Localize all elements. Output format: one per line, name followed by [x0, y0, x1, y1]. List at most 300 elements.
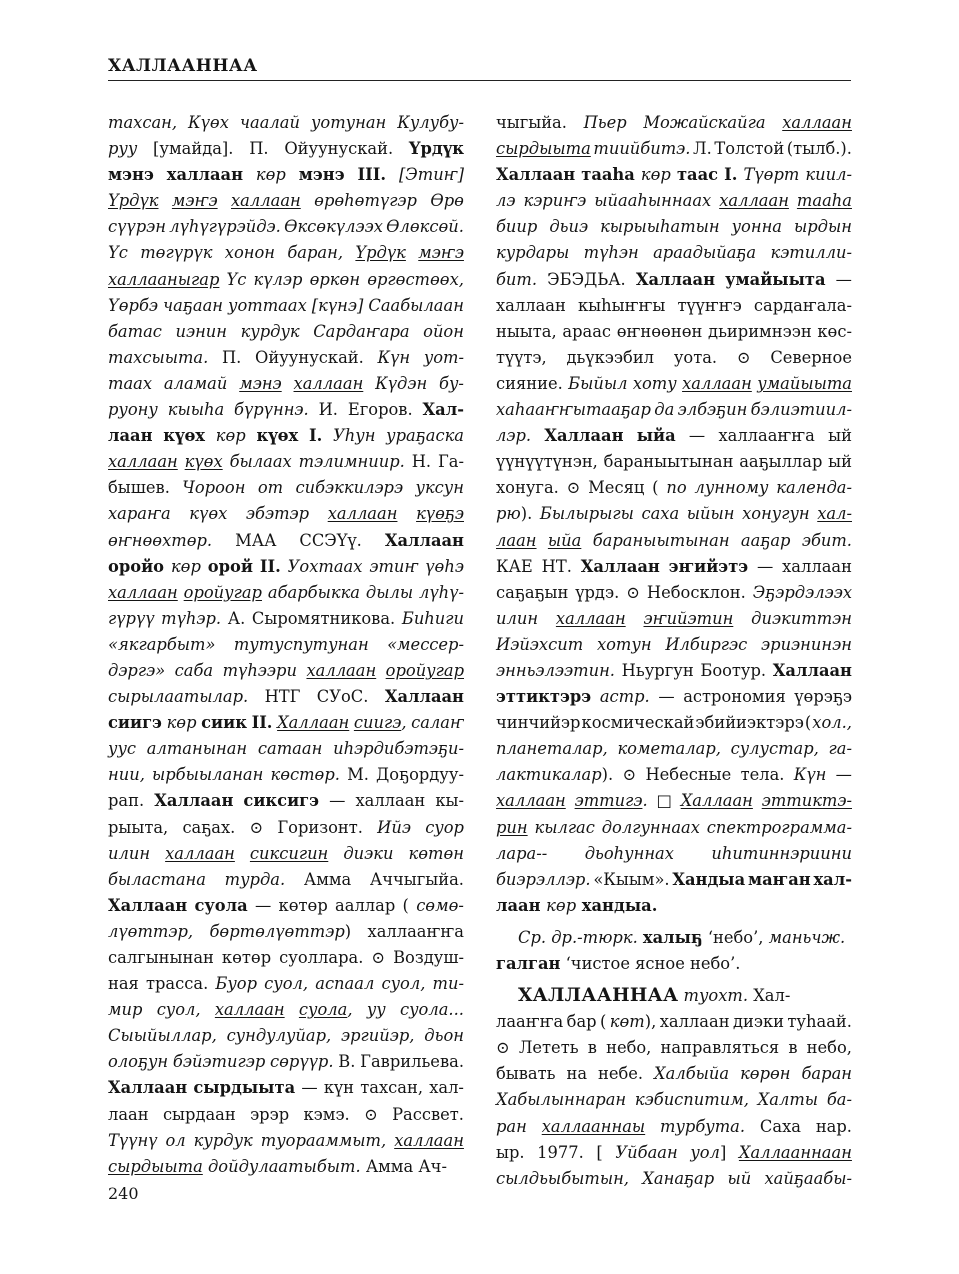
- text-run: халлаан: [231, 191, 301, 211]
- text-run: сөрүүр.: [270, 1052, 334, 1072]
- text-run: эҥийэтин: [643, 608, 734, 628]
- text-run: небо,: [806, 1038, 852, 1058]
- text-run: А.: [227, 608, 246, 628]
- text-run: хандыа.: [576, 895, 658, 915]
- text-run: Саха: [759, 1116, 801, 1136]
- text-run: бывать: [496, 1064, 556, 1084]
- text-run: лаан: [108, 1104, 149, 1124]
- text-run: III.: [357, 165, 387, 185]
- text-run: Үрдүк: [355, 243, 406, 263]
- text-run: лүөттэр,: [108, 921, 194, 941]
- text-line: [496, 267, 852, 293]
- text-run: үөһэ: [425, 556, 464, 576]
- text-line: [108, 1075, 464, 1101]
- text-run: бэйэтигэр: [172, 1052, 266, 1072]
- text-line: [108, 267, 464, 293]
- text-run: Аччыгыйа.: [369, 869, 464, 889]
- text-run: сүүрэн: [108, 217, 166, 237]
- text-line: [108, 632, 464, 658]
- text-run: халлаан: [306, 660, 377, 680]
- text-run: ааҕар: [740, 530, 791, 550]
- text-run: ).: [601, 765, 614, 785]
- text-run: (тылб.).: [786, 139, 852, 159]
- text-run: курдары: [496, 243, 570, 263]
- text-run: халлаан: [293, 373, 364, 393]
- text-run: руону: [108, 400, 158, 420]
- right-column: [496, 110, 852, 1192]
- text-run: руу: [108, 139, 138, 159]
- text-run: нар.: [815, 1116, 852, 1136]
- text-run: Л.: [693, 139, 712, 159]
- text-run: оройугар: [385, 660, 464, 680]
- text-run: рин: [496, 817, 528, 837]
- text-run: Түүнү: [108, 1130, 158, 1150]
- text-run: илин: [496, 608, 539, 628]
- text-run: уотунан: [310, 113, 387, 132]
- text-run: Күн: [793, 765, 827, 785]
- text-line: [108, 319, 464, 345]
- text-run: халлааныгар: [108, 269, 220, 289]
- text-run: иһитиннэриини: [711, 843, 852, 863]
- left-column: [108, 110, 464, 1180]
- word-group: [354, 710, 407, 736]
- text-run: П.: [221, 347, 242, 367]
- text-run: тутуспутунан: [233, 634, 369, 654]
- text-run: быластана: [108, 869, 206, 889]
- text-run: ый: [828, 426, 852, 446]
- text-run: үөрэҕэ: [794, 687, 852, 707]
- text-run: халлаан: [496, 295, 566, 315]
- text-run: .: [642, 791, 648, 811]
- text-line: [108, 449, 464, 475]
- text-run: СУоС.: [316, 687, 369, 707]
- text-run: халлаан: [214, 1000, 285, 1020]
- text-run: уу: [366, 1000, 386, 1020]
- text-run: Буор: [215, 974, 258, 994]
- text-run: халлаан: [166, 165, 244, 185]
- text-run: көтөн: [408, 843, 464, 863]
- text-run: Га-: [437, 452, 464, 472]
- word-group: [496, 762, 613, 788]
- text-run: астрономия: [683, 687, 786, 707]
- text-run: күөҕэ: [416, 504, 464, 524]
- text-run: Хабылыннаран: [496, 1090, 627, 1110]
- text-run: Күн: [377, 347, 411, 367]
- text-run: олоҕун: [108, 1052, 169, 1072]
- text-run: —: [301, 1078, 318, 1098]
- text-run: 1977.: [537, 1142, 584, 1162]
- text-run: Өрө: [430, 191, 464, 211]
- text-run: Хал-: [422, 400, 464, 420]
- text-run: Түөрт: [743, 165, 800, 185]
- text-run: ,: [347, 1000, 353, 1020]
- text-run: эттиктэрэ: [496, 687, 592, 707]
- text-run: на: [566, 1064, 588, 1084]
- text-run: хал-: [429, 1078, 464, 1098]
- text-run: эттигэ: [574, 791, 643, 811]
- text-run: туохт.: [678, 986, 754, 1006]
- text-run: Ойуунускай.: [255, 347, 364, 367]
- text-run: сылдьыбытын,: [496, 1168, 629, 1188]
- text-run: көр: [255, 165, 286, 185]
- text-run: МАА: [235, 530, 277, 550]
- text-run: НТГ: [264, 687, 301, 707]
- text-line: [108, 528, 464, 554]
- text-run: кэтилли-: [770, 243, 852, 263]
- text-run: Үрдүк: [408, 139, 464, 159]
- text-line: [108, 580, 464, 606]
- text-run: сатаан: [257, 739, 323, 759]
- text-run: сиксигэ: [243, 791, 320, 811]
- text-run: салгынынан: [108, 948, 214, 967]
- text-run: Өксөкүлээх: [284, 217, 383, 237]
- text-run: тиийбитэ.: [593, 139, 691, 159]
- text-run: мэҥэ: [418, 243, 464, 263]
- text-line: [496, 162, 852, 188]
- text-run: Лететь: [518, 1038, 579, 1058]
- text-line: [496, 925, 852, 951]
- text-run: ырбыыланан: [151, 765, 264, 785]
- word-group: [496, 841, 547, 867]
- text-run: Биһиги: [401, 608, 464, 628]
- text-run: халыҕ: [642, 927, 703, 947]
- text-run: халлааҥҥа: [718, 426, 815, 446]
- text-run: Рассвет.: [392, 1104, 464, 1124]
- text-run: —: [658, 687, 675, 707]
- text-line: [496, 371, 852, 397]
- text-run: чыгыйа.: [496, 113, 567, 132]
- text-line: [496, 293, 852, 319]
- text-run: өргөстөөх,: [367, 269, 464, 289]
- text-line: [496, 658, 852, 684]
- text-line: [496, 736, 852, 762]
- text-run: күөх: [189, 504, 228, 524]
- text-run: Егоров.: [347, 400, 413, 420]
- text-run: сөмө-: [416, 895, 464, 915]
- text-run: —: [757, 556, 774, 576]
- text-run: ыйын: [686, 504, 735, 524]
- text-line: [496, 1087, 852, 1113]
- text-line: [108, 710, 464, 736]
- text-run: уксун: [415, 478, 464, 498]
- text-run: көр: [166, 713, 197, 733]
- text-run: Хандыа: [672, 869, 746, 889]
- text-run: чаалай: [239, 113, 300, 132]
- text-run: таас: [676, 165, 719, 185]
- text-run: бөртөлүөттэр: [209, 921, 345, 941]
- text-run: ССЭҮү.: [299, 530, 362, 550]
- text-line: [108, 293, 464, 319]
- text-line: [496, 240, 852, 266]
- text-run: орой: [207, 556, 253, 576]
- text-run: ): [344, 921, 352, 941]
- text-line: [496, 684, 852, 710]
- text-run: кы-: [435, 791, 464, 811]
- text-run: Чороон: [182, 478, 246, 498]
- text-line: [496, 1061, 852, 1087]
- text-run: планеталар,: [496, 739, 608, 759]
- text-run: Хал-: [753, 986, 791, 1006]
- text-run: өрөһөтүгэр: [314, 191, 417, 211]
- text-run: аспаал: [315, 974, 375, 994]
- text-run: Ийэ: [377, 817, 411, 837]
- text-run: кэмэ.: [303, 1104, 350, 1124]
- text-line: [496, 1140, 852, 1166]
- text-run: Халлааннаан: [738, 1142, 852, 1162]
- text-run: лэр.: [496, 426, 532, 446]
- text-run: хонуга.: [496, 478, 559, 498]
- text-run: Месяц: [588, 478, 645, 498]
- text-run: уот-: [423, 347, 464, 367]
- text-run: умайыыта: [757, 373, 852, 393]
- text-run: галган: [496, 954, 561, 973]
- text-run: турда.: [224, 869, 286, 889]
- text-run: Үс: [108, 243, 128, 263]
- text-run: бышев.: [108, 478, 170, 498]
- text-run: түүҥҥэ: [677, 295, 742, 315]
- text-run: ⊙: [626, 582, 640, 602]
- text-run: алтанынан: [146, 739, 248, 759]
- text-run: лактикалар: [496, 765, 602, 785]
- text-run: ]: [719, 1142, 727, 1162]
- text-run: II.: [259, 556, 281, 576]
- text-line: [108, 893, 464, 919]
- text-run: сырдыыта: [108, 1156, 203, 1176]
- text-line: [496, 345, 852, 371]
- text-run: суол,: [264, 974, 309, 994]
- text-run: хоту: [632, 373, 677, 393]
- text-run: түүтэ,: [496, 347, 547, 367]
- text-run: чаҕаан: [163, 295, 224, 315]
- text-run: ⊙: [371, 948, 386, 967]
- text-run: көтөр: [278, 895, 328, 915]
- text-run: мэҥэ: [171, 191, 218, 211]
- text-run: трасса.: [145, 974, 209, 994]
- text-run: хонон: [224, 243, 276, 263]
- text-line: [108, 1128, 464, 1154]
- text-run: күөх: [163, 426, 206, 446]
- text-run: дьиримнээн: [708, 321, 812, 341]
- text-line: [108, 606, 464, 632]
- text-run: Халлаан: [277, 713, 350, 733]
- text-run: диэки: [732, 1012, 784, 1032]
- text-line: [108, 240, 464, 266]
- text-line: [108, 554, 464, 580]
- text-line: [108, 658, 464, 684]
- text-line: [108, 997, 464, 1023]
- text-run: туһаай.: [787, 1012, 852, 1032]
- text-run: Северное: [770, 347, 852, 367]
- text-run: халлаан: [327, 504, 398, 524]
- text-run: Халлаан: [635, 269, 715, 289]
- text-run: ⊙: [364, 1104, 378, 1124]
- text-line: [496, 815, 852, 841]
- text-run: сиигэ: [353, 713, 402, 733]
- text-run: саҕаҕын: [496, 582, 569, 602]
- text-run: --: [536, 843, 548, 863]
- text-run: [: [596, 1142, 603, 1162]
- text-run: сулустар,: [730, 739, 819, 759]
- text-run: маньчж.: [768, 927, 846, 947]
- text-run: бараныытынан: [592, 530, 730, 550]
- text-run: түһэр.: [161, 608, 222, 628]
- text-run: Гаврильева.: [360, 1052, 464, 1072]
- text-run: суол,: [381, 974, 426, 994]
- text-run: көр: [640, 165, 671, 185]
- text-run: рю: [496, 504, 521, 524]
- text-run: [Этиҥ]: [398, 165, 464, 185]
- text-run: Былырыгы: [539, 504, 634, 524]
- text-line: [496, 606, 852, 632]
- text-line: [496, 423, 852, 449]
- text-run: ).: [520, 504, 533, 524]
- text-run: кометалар,: [617, 739, 721, 759]
- text-run: лэ: [496, 191, 516, 211]
- text-run: Халлаан: [108, 895, 188, 915]
- text-run: халлаан: [355, 791, 426, 811]
- text-line: [496, 1166, 852, 1192]
- text-run: мэнэ: [239, 373, 282, 393]
- text-run: I.: [308, 426, 323, 446]
- text-run: тэлимниир.: [298, 452, 405, 472]
- text-run: илин: [108, 843, 151, 863]
- text-run: сырдаан: [162, 1104, 236, 1124]
- word-group: [299, 997, 353, 1023]
- text-run: эттиктэ-: [761, 791, 852, 811]
- text-run: (: [652, 478, 659, 498]
- text-run: диэкиттэн: [751, 608, 852, 628]
- text-run: сырылаатылар.: [108, 687, 249, 707]
- text-run: (: [804, 713, 812, 733]
- text-run: сырдыыта: [193, 1078, 296, 1098]
- text-run: халлаан: [108, 582, 178, 602]
- text-line: [496, 136, 852, 162]
- text-run: мэнэ: [108, 165, 154, 185]
- text-run: күн: [323, 1078, 355, 1098]
- text-run: сиик: [201, 713, 247, 733]
- text-run: ⊙: [496, 1038, 510, 1058]
- word-group: [496, 501, 532, 527]
- text-run: ойон: [423, 321, 464, 341]
- text-run: в: [788, 1038, 798, 1058]
- text-run: КАЕ: [496, 556, 533, 576]
- text-line: [496, 867, 852, 893]
- text-line: [108, 136, 464, 162]
- text-run: халлаан: [555, 608, 626, 628]
- text-run: Иэйэхсит: [496, 634, 584, 654]
- text-run: халлааннаы: [541, 1116, 646, 1136]
- text-run: өҥнөөнөн: [616, 321, 703, 341]
- text-run: кэриҥэ: [523, 191, 587, 211]
- text-run: лүһүгүрэйдэ.: [169, 217, 281, 237]
- text-run: Халлаан: [580, 556, 660, 576]
- text-run: баран: [801, 1064, 852, 1084]
- text-line: [496, 449, 852, 475]
- text-run: кэбиспитим,: [634, 1090, 749, 1110]
- text-line: [496, 951, 852, 977]
- text-run: М.: [347, 765, 369, 785]
- text-run: Халлаан: [384, 530, 464, 550]
- text-line: [496, 554, 852, 580]
- text-line: [108, 762, 464, 788]
- text-run: Эҕэрдэлээх: [752, 582, 852, 602]
- text-run: —: [329, 791, 346, 811]
- text-run: ыйа: [547, 530, 582, 550]
- text-line: [496, 501, 852, 527]
- text-run: көс-: [817, 321, 852, 341]
- text-run: аламай: [163, 373, 228, 393]
- text-line: [496, 762, 852, 788]
- text-run: «Кыым».: [593, 869, 670, 889]
- text-run: хал-: [817, 504, 852, 524]
- text-run: уус: [108, 739, 137, 759]
- text-run: уота.: [673, 347, 718, 367]
- text-run: сырдыыта: [496, 139, 591, 159]
- text-run: Халты: [757, 1090, 819, 1110]
- text-run: көтөр: [221, 948, 272, 967]
- text-run: Уһун: [333, 426, 376, 446]
- text-run: га-: [828, 739, 852, 759]
- text-line: [496, 983, 852, 1009]
- text-line: [496, 1035, 852, 1061]
- text-run: Халлаан: [496, 165, 576, 185]
- text-run: тааһа: [581, 165, 635, 185]
- text-run: уол: [690, 1142, 720, 1162]
- text-run: ),: [644, 1012, 657, 1032]
- text-run: оройо: [108, 556, 165, 576]
- text-run: күөх: [184, 452, 223, 472]
- text-run: по: [666, 478, 687, 498]
- text-run: да: [654, 400, 675, 420]
- text-run: араадыйаҕа: [653, 243, 757, 263]
- text-run: үүнүүтүнэн,: [496, 452, 598, 472]
- text-run: уоттаах: [228, 295, 307, 315]
- text-run: рап.: [108, 791, 145, 811]
- text-run: нии,: [108, 765, 145, 785]
- text-run: бэлиэтиил-: [750, 400, 852, 420]
- text-line: [108, 919, 464, 945]
- page-number: 240: [108, 1184, 139, 1203]
- text-run: Воздуш-: [393, 948, 464, 967]
- running-header: ХАЛЛААННАА: [108, 56, 258, 76]
- text-line: [496, 710, 852, 736]
- text-run: лаан: [108, 426, 153, 446]
- text-run: —: [688, 426, 706, 446]
- text-run: хотун: [596, 634, 652, 654]
- text-run: араас: [562, 321, 612, 341]
- word-group: [209, 919, 351, 945]
- text-run: ыйааһыннаах: [594, 191, 712, 211]
- text-run: кырыыһатын: [600, 217, 720, 237]
- text-line: [108, 971, 464, 997]
- text-line: [108, 867, 464, 893]
- text-run: эрэр: [250, 1104, 290, 1124]
- text-run: ,: [401, 713, 407, 733]
- text-run: эҥийэтэ: [668, 556, 749, 576]
- text-run: Сыромятникова.: [251, 608, 396, 628]
- text-run: астр.: [599, 687, 650, 707]
- text-line: [496, 1114, 852, 1140]
- text-run: таах: [108, 373, 153, 393]
- text-run: Халлаан: [154, 791, 234, 811]
- text-run: халлаан: [719, 191, 789, 211]
- text-run: кыһыҥҥы: [578, 295, 666, 315]
- text-run: дьон: [424, 1026, 464, 1046]
- text-line: [108, 423, 464, 449]
- text-run: халлаан: [782, 556, 852, 576]
- text-run: төгүрүк: [140, 243, 213, 263]
- text-run: кылгас: [534, 817, 595, 837]
